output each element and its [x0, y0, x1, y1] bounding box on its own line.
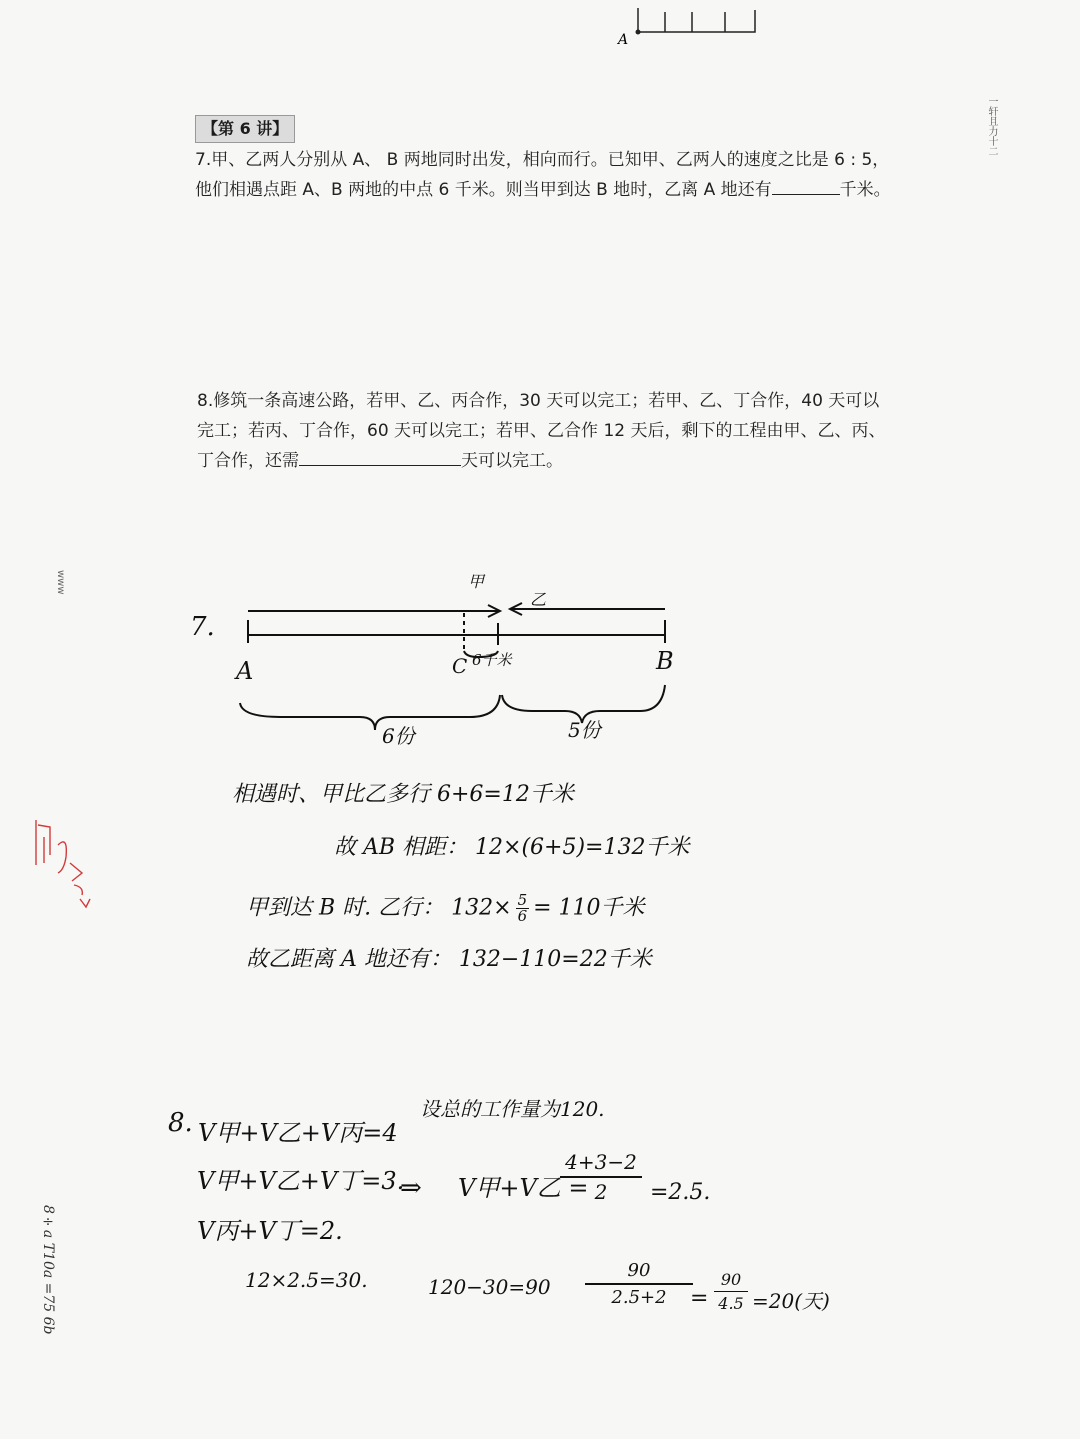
- question-8-line-1: 8.修筑一条高速公路，若甲、乙、丙合作，30 天可以完工；若甲、乙、丁合作，40 天可以: [197, 391, 880, 411]
- solution-7-step-3: [246, 893, 645, 924]
- question-7-unit: 千米。: [839, 180, 891, 200]
- fraction-denominator: 2: [594, 1180, 608, 1204]
- point-a-label: A: [618, 32, 629, 48]
- answer-blank: [299, 447, 461, 466]
- point-b-label: B: [656, 647, 674, 675]
- solution-8-speed-sum: V甲+V乙 =: [458, 1174, 589, 1202]
- fraction-denominator: 4.5: [718, 1294, 744, 1313]
- question-7-line-1: 7.甲、乙两人分别从 A、 B 两地同时出发，相向而行。已知甲、乙两人的速度之比是 6 : 5，: [195, 150, 890, 170]
- question-8: [197, 386, 917, 476]
- solution-8-assumption: 设总的工作量为120.: [420, 1097, 605, 1121]
- point-c-label: C: [452, 654, 468, 678]
- fraction-numerator: 90: [720, 1270, 742, 1289]
- five-sixths-fraction: [516, 893, 530, 924]
- solution-7-step-1: 相遇时、甲比乙多行 6+6=12千米: [232, 782, 574, 807]
- fraction-numerator: 4+3−2: [565, 1150, 637, 1174]
- solution-8-fraction-1: [560, 1150, 642, 1204]
- solution-8-final-result: =20(天): [752, 1289, 830, 1313]
- lecture-tag: 【第 6 讲】: [195, 115, 295, 143]
- six-km-label: 6千米: [472, 651, 512, 669]
- solution-8-equation-1: V甲+V乙+V丙=4: [198, 1119, 398, 1147]
- fraction-bar: [560, 1176, 642, 1178]
- fraction-numerator: 5: [517, 891, 528, 909]
- solution-8-number: 8.: [168, 1108, 193, 1138]
- question-8-unit: 天可以完工。: [461, 451, 563, 471]
- question-7: [195, 145, 915, 205]
- fraction-numerator: 90: [627, 1260, 651, 1281]
- question-7-line-2: [195, 175, 915, 205]
- answer-blank: [772, 176, 840, 195]
- side-margin-text: 一轩且力十二: [986, 96, 997, 156]
- solution-8-speed-result: =2.5.: [650, 1180, 711, 1205]
- fraction-denominator: 6: [517, 907, 528, 925]
- solution-7-number: 7.: [190, 612, 215, 642]
- question-7-text: 他们相遇点距 A、B 两地的中点 6 千米。则当甲到达 B 地时，乙离 A 地还有: [195, 180, 772, 200]
- question-8-line-2: 完工；若丙、丁合作，60 天可以完工；若甲、乙合作 12 天后，剩下的工程由甲、乙、丙、: [197, 421, 886, 441]
- solution-8-fraction-3: [714, 1270, 748, 1313]
- jia-label: 甲: [468, 572, 485, 591]
- fraction-bar: [585, 1283, 693, 1285]
- question-8-line-3: [197, 446, 917, 476]
- top-partial-diagram: [610, 0, 770, 50]
- solution-8-equation-3: V丙+V丁=2.: [197, 1217, 343, 1245]
- five-parts-label: 5份: [568, 718, 601, 742]
- six-parts-label: 6份: [382, 724, 415, 748]
- solution-7-diagram: [170, 565, 730, 765]
- solution-8-fraction-2: [585, 1260, 693, 1308]
- equals-sign: =: [690, 1286, 709, 1311]
- point-a-label: A: [236, 657, 254, 685]
- left-margin-mark: www: [55, 570, 66, 595]
- solution-8-calc-1: 12×2.5=30.: [245, 1268, 368, 1292]
- solution-8-calc-2: 120−30=90: [428, 1275, 551, 1299]
- red-pen-scribble-icon: [28, 815, 98, 915]
- question-8-text: 丁合作，还需: [197, 451, 299, 471]
- solution-7-step-3-text: 甲到达 B 时. 乙行： 132×: [246, 895, 512, 921]
- yi-label: 乙: [530, 590, 547, 609]
- fraction-denominator: 2.5+2: [611, 1287, 667, 1308]
- left-margin-note: 8÷a T10a =75 6b: [40, 1205, 56, 1335]
- solution-7-step-4: 故乙距离 A 地还有： 132−110=22千米: [246, 947, 652, 972]
- solution-7-step-3-result: = 110千米: [533, 895, 645, 921]
- solution-7-step-2: 故 AB 相距： 12×(6+5)=132千米: [334, 835, 690, 860]
- implies-arrow: ⇒: [400, 1173, 422, 1203]
- fraction-bar: [714, 1291, 748, 1292]
- solution-8-equation-2: V甲+V乙+V丁=3.: [197, 1167, 405, 1195]
